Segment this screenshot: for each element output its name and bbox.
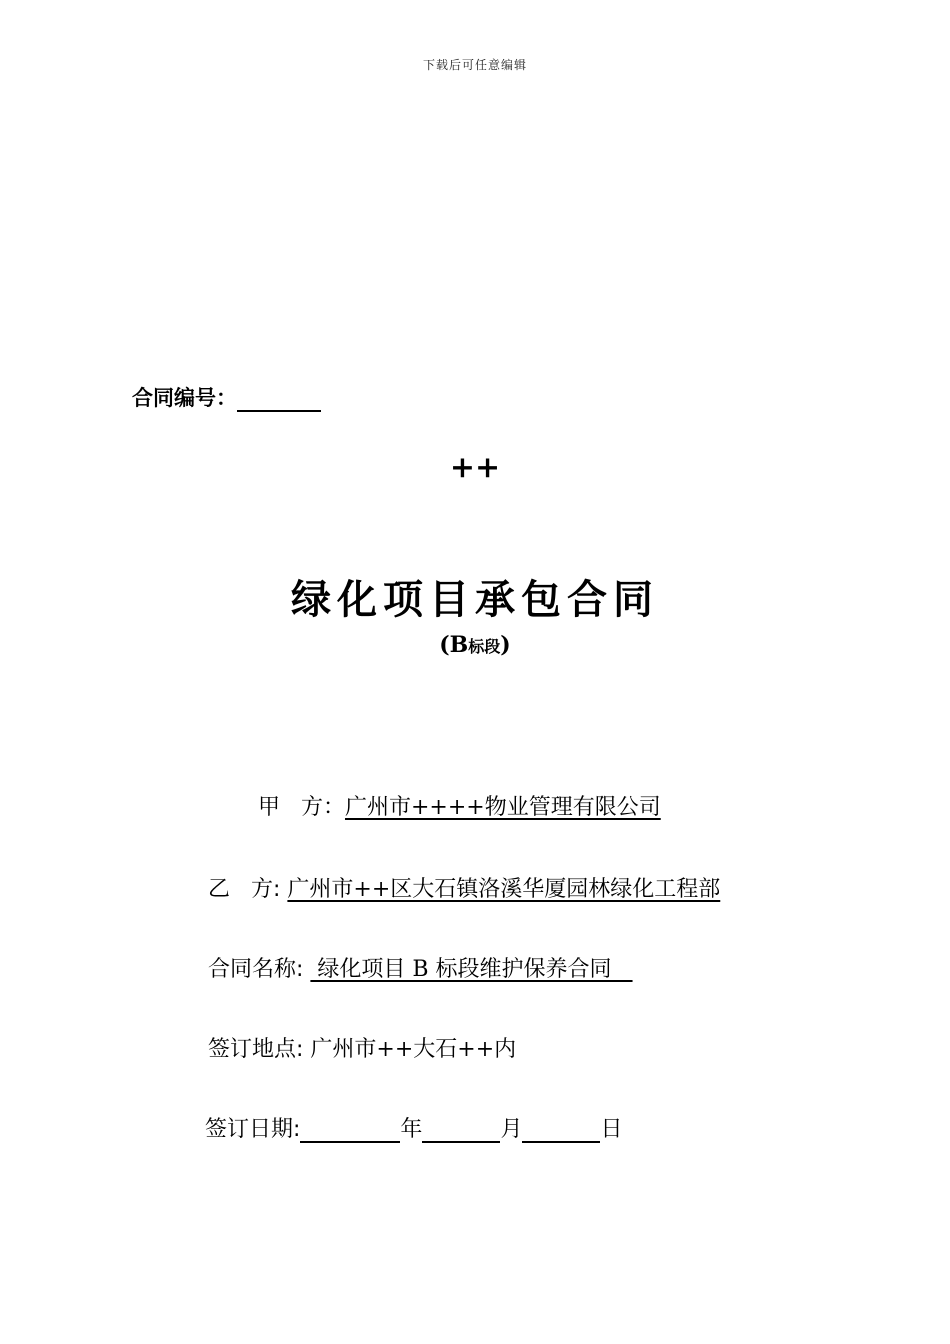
subtitle-section: 标段 — [468, 637, 501, 656]
sign-place-label: 签订地点: — [208, 1037, 311, 1062]
document-title: 绿化项目承包合同 — [291, 577, 659, 623]
party-b-value: 广州市++区大石镇洛溪华厦园林绿化工程部 — [287, 877, 721, 902]
sign-date-label: 签订日期: — [205, 1117, 301, 1142]
party-a-value: 广州市++++物业管理有限公司 — [344, 795, 661, 820]
contract-name-value: 绿化项目 B 标段维护保养合同 — [310, 957, 633, 982]
sign-place-row — [208, 1032, 516, 1063]
document-subtitle — [0, 632, 950, 658]
subtitle-open: (B — [439, 632, 469, 658]
year-label: 年 — [400, 1117, 423, 1142]
party-placeholder-mark: ++ — [449, 450, 501, 485]
day-label: 日 — [600, 1117, 623, 1142]
contract-name-label: 合同名称: — [208, 957, 311, 982]
contract-name-row — [208, 952, 633, 983]
subtitle-close: ) — [500, 632, 511, 658]
year-blank — [300, 1117, 400, 1143]
sign-date-row — [205, 1112, 622, 1143]
party-a-label: 甲 方： — [258, 795, 345, 820]
party-b-row — [208, 872, 720, 903]
header-note: 下载后可任意编辑 — [422, 58, 527, 72]
contract-number-blank — [237, 388, 321, 412]
day-blank — [522, 1117, 600, 1143]
contract-number-label: 合同编号： — [132, 386, 237, 410]
contract-number — [132, 382, 321, 412]
month-label: 月 — [500, 1117, 523, 1142]
party-b-label: 乙 方: — [208, 877, 288, 902]
month-blank — [422, 1117, 500, 1143]
party-a-row — [258, 790, 661, 821]
sign-place-value: 广州市++大石++内 — [310, 1037, 517, 1062]
